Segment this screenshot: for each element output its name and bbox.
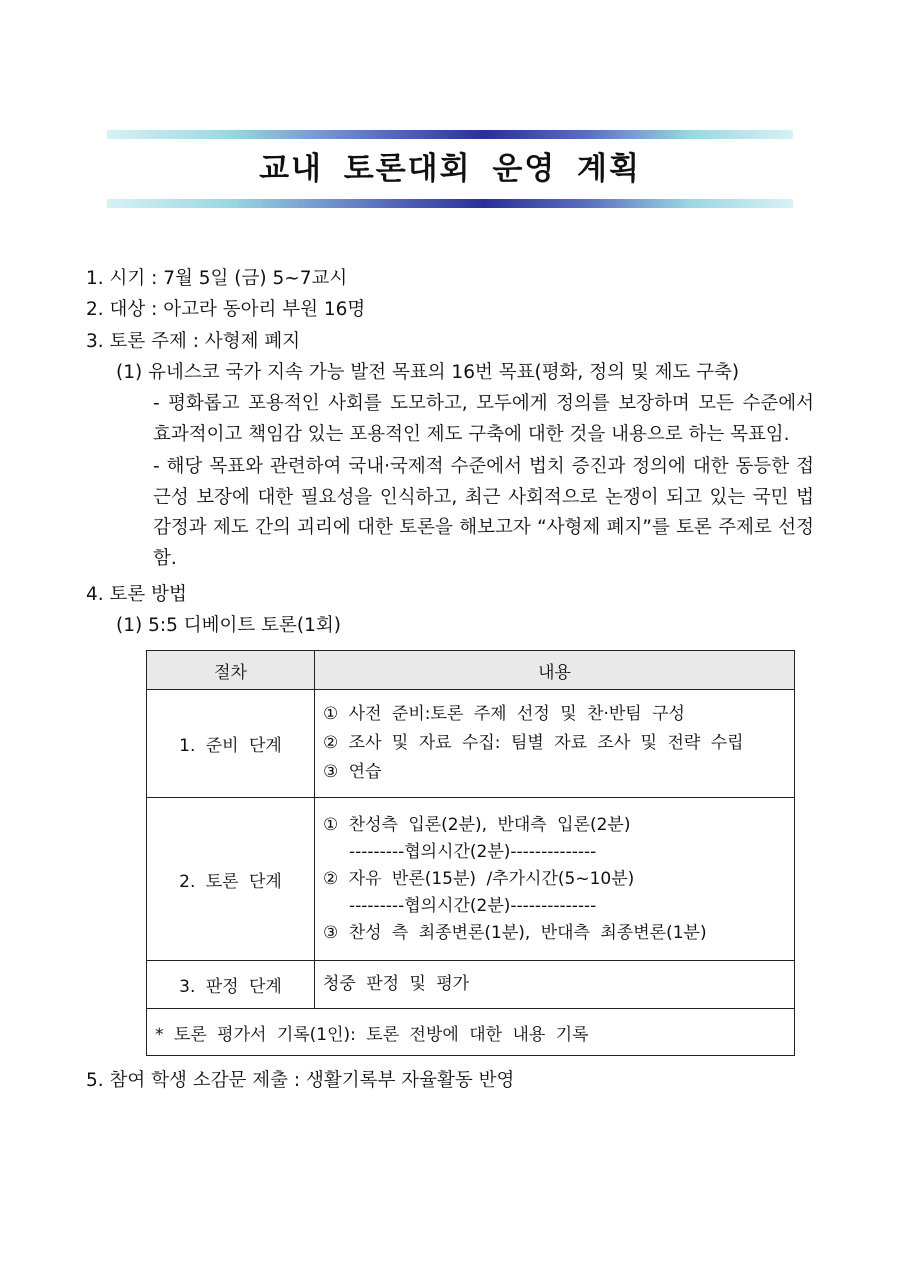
topic-dash-2-text: - 해당 목표와 관련하여 국내·국제적 수준에서 법치 증진과 정의에 대한 동등한 접근성 보장에 대한 필요성을 인식하고, 최근 사회적으로 논쟁이 되고 있는 국민 법 감정과 제도 간의 괴리에 대한 토론을 해보고자 “사형제 폐지”를 토론 주제로 선정함. [153, 456, 814, 569]
content-cell [315, 961, 795, 1009]
table-row [147, 798, 795, 961]
procedure-table [146, 650, 795, 1056]
content-line: ② 자유 반론(15분) /추가시간(5~10분) [323, 868, 635, 889]
header-stage: 절차 [147, 651, 315, 690]
content-line: ③ 찬성 측 최종변론(1분), 반대측 최종변론(1분) [323, 922, 707, 943]
content-line: ② 조사 및 자료 수집: 팀별 자료 조사 및 전략 수립 [323, 733, 744, 753]
table-note: * 토론 평가서 기록(1인): 토론 전방에 대한 내용 기록 [147, 1009, 795, 1056]
topic-dash-1 [142, 389, 814, 450]
content-line: ③ 연습 [323, 762, 382, 782]
item-schedule: 1. 시기 : 7월 5일 (금) 5~7교시 [86, 268, 348, 289]
stage-cell: 1. 준비 단계 [147, 690, 315, 798]
item-topic-sub1: (1) 유네스코 국가 지속 가능 발전 목표의 16번 목표(평화, 정의 및 제도 구축) [116, 362, 740, 383]
table-header-row [147, 651, 795, 690]
content-line: 청중 판정 및 평가 [323, 974, 470, 994]
item-target: 2. 대상 : 아고라 동아리 부원 16명 [86, 299, 366, 320]
title-bar-top [107, 130, 793, 139]
topic-dash-1-text: - 평화롭고 포용적인 사회를 도모하고, 모두에게 정의를 보장하며 모든 수준에서 효과적이고 책임감 있는 포용적인 제도 구축에 대한 것을 내용으로 하는 목표임. [153, 393, 814, 445]
content-line: ① 사전 준비:토론 주제 선정 및 찬·반팀 구성 [323, 704, 685, 724]
stage-cell: 2. 토론 단계 [147, 798, 315, 961]
table-row [147, 961, 795, 1009]
topic-dash-2 [142, 452, 814, 574]
header-content: 내용 [315, 651, 795, 690]
table-row [147, 690, 795, 798]
table-note-row [147, 1009, 795, 1056]
separator-line: ---------협의시간(2분)-------------- [349, 895, 597, 916]
page-title: 교내 토론대회 운영 계획 [259, 151, 641, 187]
content-line: ① 찬성측 입론(2분), 반대측 입론(2분) [323, 814, 631, 835]
content-cell [315, 798, 795, 961]
stage-cell: 3. 판정 단계 [147, 961, 315, 1009]
item-reflection: 5. 참여 학생 소감문 제출 : 생활기록부 자율활동 반영 [86, 1070, 515, 1091]
item-method-sub1: (1) 5:5 디베이트 토론(1회) [116, 615, 341, 636]
title-bar-bottom [107, 199, 793, 208]
item-topic: 3. 토론 주제 : 사형제 폐지 [86, 331, 301, 352]
separator-line: ---------협의시간(2분)-------------- [349, 841, 597, 862]
item-method: 4. 토론 방법 [86, 584, 187, 605]
content-cell [315, 690, 795, 798]
